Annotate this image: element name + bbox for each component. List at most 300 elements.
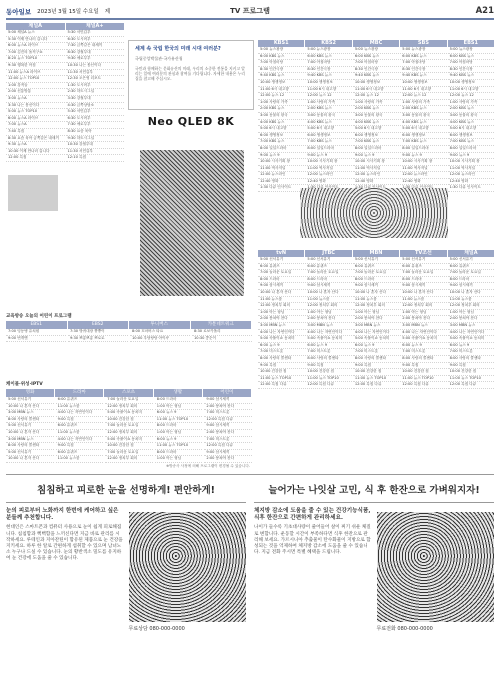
schedule-line: 3:00 동물의 왕국 xyxy=(400,113,446,120)
diet-ad-body: 나이가 들수록 기초대사량이 줄어들어 살이 찌기 쉬운 체질로 변합니다. 운동할 시간이 부족하다면 식후 한잔으로 관리해 보세요. 가르시니아 추출물이 탄수화물이 지방으로 합성되는 것을 억제하여 체지방 감소에 도움을 줄 수 있습니다. 지금 전화 주시면 특별 혜택을 드립니다. xyxy=(254,525,371,556)
schedule-line: 6:00 생생정보 xyxy=(258,133,304,140)
iptv-program-line: 9:00 삼시세끼 xyxy=(204,397,252,404)
channel-column xyxy=(353,47,399,192)
schedule-line: 10:00 시사기획 창 xyxy=(258,159,304,166)
channel-column xyxy=(305,47,351,192)
schedule-line: 6:00 생생정보 xyxy=(305,133,351,140)
schedule-line: 11:00 뉴스룸 xyxy=(258,297,304,304)
schedule-line: 11:00 뉴스룸 xyxy=(400,297,446,304)
schedule-line: 12:00 뉴스 12 xyxy=(448,93,494,100)
right-top-headers xyxy=(258,40,494,47)
iptv-program-line: 10:00 건강한 집 xyxy=(105,417,153,424)
schedule-line: 7:00 김진의 돌직구쇼 xyxy=(6,50,65,57)
schedule-line: 11:00 6시 내고향 xyxy=(400,87,446,94)
schedule-line: 12:00 정치부 회의 xyxy=(305,303,351,310)
schedule-line: 7:00 놀라운 토요일 xyxy=(305,270,351,277)
schedule-line: 10:00 나 혼자 산다 xyxy=(400,290,446,297)
schedule-line: 8:00 일일드라마 xyxy=(448,146,494,153)
schedule-line: 9:00 특집 xyxy=(258,363,304,370)
schedule-line: 12:00 뉴스 12 xyxy=(400,93,446,100)
schedule-line: 9:00 삼시세끼 xyxy=(353,283,399,290)
schedule-line: 2:00 KBS 뉴스 xyxy=(400,106,446,113)
schedule-line: 12:00 특집 다큐 xyxy=(448,382,494,389)
schedule-line: 2:00 뭉쳐야 찬다 xyxy=(258,316,304,323)
schedule-line: 9:00 뉴스 9 xyxy=(353,153,399,160)
diet-ad-image xyxy=(377,512,495,622)
schedule-line: 11:00 뉴스 TOP10 xyxy=(258,376,304,383)
schedule-line: 6:30 도시어부 xyxy=(66,37,125,44)
schedule-line: 7:00 KBS 뉴스 xyxy=(258,139,304,146)
schedule-line: 10:30 강철부대 xyxy=(66,142,125,149)
schedule-line: 4:00 나는 자연인이다 xyxy=(400,330,446,337)
channel-column xyxy=(448,47,494,192)
schedule-line: 12:00 뉴스 12 xyxy=(305,93,351,100)
product-name: Neo QLED 8K xyxy=(147,115,235,128)
schedule-line: 10:00 생생정보 xyxy=(400,80,446,87)
channel-header: JTBC xyxy=(305,250,351,257)
section-tab: EBS2 xyxy=(68,321,130,329)
schedule-line: 1:00 아는 형님 xyxy=(400,310,446,317)
schedule-line: 7:00 KBS 뉴스 xyxy=(400,139,446,146)
eye-ad-title: 침침하고 피로한 눈을 선명하게! 편안하게! xyxy=(6,478,246,503)
schedule-line: 12:00 뉴스 TOP10 xyxy=(6,76,65,83)
schedule-line: 9:40 KBS 뉴스 xyxy=(353,73,399,80)
schedule-line: 11:30 서민갑부 xyxy=(66,149,125,156)
schedule-line: 1:00 사랑의 가족 xyxy=(305,100,351,107)
schedule-line: 1:00 사랑의 가족 xyxy=(258,100,304,107)
schedule-line: 10:00 시사기획 창 xyxy=(400,159,446,166)
iptv-program-line: 6:00 유퀴즈 xyxy=(56,450,104,457)
channel-header: SBS xyxy=(400,40,446,47)
schedule-line: 5:00 신서유기 xyxy=(400,257,446,264)
schedule-line: 6:00 유퀴즈 xyxy=(353,264,399,271)
schedule-line: 8:00 드라마 xyxy=(400,277,446,284)
kids-program-line: 7:30 방귀대장 뿡뿡이 xyxy=(68,329,128,336)
schedule-line: 1:00 강적들 xyxy=(6,83,65,90)
issue-date: 2023년 3월 15일 수요일 xyxy=(37,9,99,15)
channel-header: 채널A xyxy=(448,250,494,257)
kids-cells xyxy=(6,329,252,342)
notice-org: 국립중앙박물관·국가유산청 xyxy=(135,56,183,61)
iptv-program-line: 12:00 정치부 회의 xyxy=(105,430,153,437)
iptv-cells xyxy=(6,397,252,463)
channel-header: TV조선 xyxy=(400,250,446,257)
schedule-line: 5:00 뉴스 TOP10 xyxy=(6,109,65,116)
schedule-line: 7:00 미스트롯 xyxy=(258,349,304,356)
schedule-line: 8:00 드라마 xyxy=(353,277,399,284)
schedule-line: 5:00 뉴스광장 xyxy=(305,47,351,54)
section-tab: 카툰네트워크 xyxy=(191,321,253,329)
schedule-line: 6:30 도시어부 xyxy=(66,116,125,123)
schedule-line: 1:00 아는 형님 xyxy=(258,310,304,317)
iptv-program-line: 7:00 놀라운 토요일 xyxy=(105,423,153,430)
schedule-line: 5:00 6시 내고향 xyxy=(258,126,304,133)
diet-ad-lead: 체지방 감소에 도움을 줄 수 있는 건강기능식품, 식후 한잔으로 간편하게 관리하세요. xyxy=(254,508,371,522)
schedule-line: 8:30 인간극장 xyxy=(448,67,494,74)
channel-column xyxy=(305,257,351,389)
schedule-line: 8:30 인간극장 xyxy=(400,67,446,74)
schedule-line: 8:30 요즘 육아 금쪽같은 내새끼 xyxy=(6,136,65,143)
schedule-line: 5:30 이제 만나러 갑니다 xyxy=(6,37,65,44)
iptv-program-line: 11:00 뉴스룸 xyxy=(56,456,104,463)
iptv-program-line: 7:00 놀라운 토요일 xyxy=(105,450,153,457)
schedule-line: 11:00 뉴스룸 xyxy=(448,297,494,304)
channel-column-2 xyxy=(66,30,125,162)
schedule-line: 8:20 뉴스 TOP10 xyxy=(6,56,65,63)
iptv-program-line: 5:00 신서유기 xyxy=(6,450,54,457)
schedule-note: ※방송사 사정에 의해 프로그램이 변경될 수 있습니다. xyxy=(166,464,250,468)
iptv-program-line: 7:00 미스트롯 xyxy=(204,437,252,444)
schedule-line: 7:00 KBS 뉴스 xyxy=(448,139,494,146)
schedule-line: 12:00 특집 다큐 xyxy=(305,382,351,389)
iptv-program-line: 3:00 MBN 뉴스 xyxy=(6,437,54,444)
schedule-line: 6:00 KBS 뉴스 xyxy=(400,54,446,61)
schedule-line: 8:00 사랑의 콜센타 xyxy=(448,356,494,363)
schedule-line: 12:10 특집 xyxy=(66,155,125,162)
schedule-line: 5:00 신서유기 xyxy=(258,257,304,264)
iptv-program-line: 9:00 삼시세끼 xyxy=(204,450,252,457)
eye-care-ad xyxy=(6,478,246,686)
schedule-line: 8:00 사랑의 콜센타 xyxy=(305,356,351,363)
schedule-line: 5:00 속풀이쇼 동치미 xyxy=(448,336,494,343)
schedule-line: 12:40 영화 xyxy=(305,179,351,186)
schedule-line: 3:30 강철부대 xyxy=(66,96,125,103)
schedule-line: 4:00 KBS 뉴스 xyxy=(258,120,304,127)
channel-header: KBS2 xyxy=(305,40,351,47)
schedule-line: 12:00 뉴스라인 xyxy=(353,172,399,179)
page-number: A21 xyxy=(475,6,494,16)
section-title: TV 프로그램 xyxy=(230,7,270,15)
right-top-columns xyxy=(258,47,494,192)
iptv-program-line: 7:00 미스트롯 xyxy=(204,410,252,417)
iptv-program-line: 11:00 뉴스룸 xyxy=(56,430,104,437)
schedule-line: 7:00 아침마당 xyxy=(400,60,446,67)
schedule-line: 12:30 오은영 리포트 xyxy=(66,76,125,83)
schedule-line: 3:00 동물의 왕국 xyxy=(258,113,304,120)
iptv-program-line: 6:00 뉴스 9 xyxy=(155,410,203,417)
schedule-line: 4:00 KBS 뉴스 xyxy=(400,120,446,127)
schedule-line: 9:40 KBS 뉴스 xyxy=(448,73,494,80)
eye-ad-lead: 눈의 피로부터 노화까지 한번에 케어하고 싶은 분들께 추천합니다. xyxy=(6,508,119,522)
schedule-line: 12:00 특집 다큐 xyxy=(400,382,446,389)
schedule-line: 6:00 뉴스A 라이브 xyxy=(6,116,65,123)
iptv-program-line: 12:00 특집 다큐 xyxy=(204,443,252,450)
schedule-line: 11:00 뉴스 TOP10 xyxy=(353,376,399,383)
schedule-line: 1:00 아는 형님 xyxy=(353,310,399,317)
schedule-line: 6:00 뉴스A 라이브 xyxy=(6,43,65,50)
iptv-program-line: 1:00 아는 형님 xyxy=(155,404,203,411)
schedule-line: 5:00 속풀이쇼 동치미 xyxy=(305,336,351,343)
schedule-line: 5:00 신서유기 xyxy=(448,257,494,264)
schedule-line: 8:00 사랑의 콜센타 xyxy=(258,356,304,363)
iptv-program-line: 8:00 사랑의 콜센타 xyxy=(6,417,54,424)
schedule-line: 8:00 일일드라마 xyxy=(400,146,446,153)
schedule-line: 3:30 나는 몸신이다 xyxy=(6,103,65,110)
schedule-line: 2:00 뭉쳐야 찬다 xyxy=(400,316,446,323)
schedule-line: 7:00 아침마당 xyxy=(448,60,494,67)
iptv-title: 케이블·위성·IPTV xyxy=(6,382,43,387)
notice-title: 세계 속 국립 한국의 미래 시대 여러분? xyxy=(135,46,221,52)
schedule-line: 11:00 역사저널 xyxy=(448,166,494,173)
schedule-line: 9:00 뉴스 9 xyxy=(400,153,446,160)
channel-column xyxy=(448,257,494,389)
iptv-program-line: 12:00 정치부 회의 xyxy=(105,456,153,463)
schedule-line: 12:40 영화 xyxy=(400,179,446,186)
schedule-line: 6:00 뉴스 9 xyxy=(400,343,446,350)
schedule-line: 8:00 드라마 xyxy=(305,277,351,284)
eye-ad-image xyxy=(129,512,247,622)
right-bottom-columns xyxy=(258,257,494,389)
schedule-line: 1:30 도시어부 xyxy=(66,83,125,90)
schedule-line: 6:00 뉴스 9 xyxy=(305,343,351,350)
schedule-line: 5:00 뉴스광장 xyxy=(353,47,399,54)
schedule-line: 10:00 나 혼자 산다 xyxy=(353,290,399,297)
schedule-line: 3:00 동물의 왕국 xyxy=(305,113,351,120)
schedule-line: 11:00 뉴스 TOP10 xyxy=(400,376,446,383)
schedule-line: 3:00 MBN 뉴스 xyxy=(448,323,494,330)
schedule-line: 1:30 다큐 인사이트 xyxy=(448,185,494,192)
iptv-program-line: 6:00 유퀴즈 xyxy=(56,397,104,404)
schedule-line: 8:30 강철부대 xyxy=(66,50,125,57)
edition: 제 xyxy=(104,9,111,15)
schedule-line: 12:00 뉴스라인 xyxy=(448,172,494,179)
channel-column xyxy=(258,257,304,389)
schedule-line: 7:00 미스트롯 xyxy=(305,349,351,356)
schedule-line: 11:30 서민갑부 xyxy=(66,70,125,77)
schedule-line: 10:00 시사기획 창 xyxy=(305,159,351,166)
schedule-line: 3:00 동물의 왕국 xyxy=(353,113,399,120)
iptv-program-line: 6:00 유퀴즈 xyxy=(56,423,104,430)
schedule-line: 1:00 아는 형님 xyxy=(305,310,351,317)
schedule-line: 7:00 아침마당 xyxy=(305,60,351,67)
schedule-line: 12:00 뉴스라인 xyxy=(258,172,304,179)
schedule-line: 9:30 하트시그널 xyxy=(66,136,125,143)
schedule-line: 7:00 놀라운 토요일 xyxy=(353,270,399,277)
schedule-line: 9:40 KBS 뉴스 xyxy=(400,73,446,80)
schedule-line: 12:00 특집 다큐 xyxy=(353,382,399,389)
schedule-line: 10:00 건강한 집 xyxy=(258,369,304,376)
iptv-program-line: 2:00 뭉쳐야 찬다 xyxy=(204,456,252,463)
schedule-line: 10:00 나 혼자 산다 xyxy=(305,290,351,297)
schedule-line: 5:00 채널A 뉴스 xyxy=(6,30,65,37)
schedule-line: 12:00 정치부 회의 xyxy=(448,303,494,310)
schedule-line: 5:30 서민갑부 xyxy=(66,109,125,116)
paper-logo: 동아일보 xyxy=(6,7,32,16)
schedule-line: 6:00 뉴스 9 xyxy=(353,343,399,350)
schedule-line: 11:00 6시 내고향 xyxy=(305,87,351,94)
schedule-line: 12:40 영화 xyxy=(258,179,304,186)
kids-program-line: 9:00 번개맨 xyxy=(6,336,66,343)
channel-column-1 xyxy=(6,30,65,162)
schedule-line: 5:00 속풀이쇼 동치미 xyxy=(400,336,446,343)
section-tab: EBS1 xyxy=(6,321,68,329)
schedule-line: 9:40 KBS 뉴스 xyxy=(258,73,304,80)
schedule-line: 10:30 이제 만나러 갑니다 xyxy=(6,149,65,156)
schedule-line: 4:00 나는 자연인이다 xyxy=(258,330,304,337)
iptv-program-line: 2:00 뭉쳐야 찬다 xyxy=(204,404,252,411)
schedule-line: 12:00 정치부 회의 xyxy=(258,303,304,310)
schedule-line: 9:00 특집 xyxy=(448,363,494,370)
schedule-line: 11:00 역사저널 xyxy=(305,166,351,173)
schedule-line: 7:30 금쪽같은 내새끼 xyxy=(66,43,125,50)
iptv-program-line: 12:00 정치부 회의 xyxy=(105,404,153,411)
schedule-line: 12:40 영화 xyxy=(353,179,399,186)
schedule-line: 3:00 MBN 뉴스 xyxy=(258,323,304,330)
schedule-line: 5:00 신서유기 xyxy=(305,257,351,264)
schedule-line: 7:00 미스트롯 xyxy=(448,349,494,356)
schedule-line: 2:00 KBS 뉴스 xyxy=(305,106,351,113)
iptv-program-line: 10:00 나 혼자 산다 xyxy=(6,430,54,437)
kids-program-line: 8:00 꼬마버스 타요 xyxy=(130,329,190,336)
schedule-line: 7:00 KBS 뉴스 xyxy=(305,139,351,146)
iptv-program-line: 9:00 특집 xyxy=(56,417,104,424)
diet-ad xyxy=(254,478,494,686)
schedule-line: 6:00 KBS 뉴스 xyxy=(305,54,351,61)
schedule-line: 7:00 놀라운 토요일 xyxy=(258,270,304,277)
schedule-line: 9:30 뉴스A xyxy=(6,142,65,149)
iptv-program-line: 10:00 나 혼자 산다 xyxy=(6,404,54,411)
schedule-line: 7:00 미스트롯 xyxy=(400,349,446,356)
schedule-line: 7:00 KBS 뉴스 xyxy=(353,139,399,146)
schedule-line: 1:00 사랑의 가족 xyxy=(353,100,399,107)
schedule-line: 9:00 뉴스 9 xyxy=(305,153,351,160)
schedule-line: 8:00 드라마 xyxy=(448,277,494,284)
schedule-line: 1:30 다큐 인사이트 xyxy=(258,185,304,192)
kids-program-line: 10:30 콩순이 xyxy=(192,336,252,343)
iptv-program-line: 10:00 나 혼자 산다 xyxy=(6,456,54,463)
schedule-line: 6:00 KBS 뉴스 xyxy=(448,54,494,61)
schedule-line: 8:30 인간극장 xyxy=(258,67,304,74)
schedule-line: 12:00 정치부 회의 xyxy=(353,303,399,310)
channel-header: EBS1 xyxy=(448,40,494,47)
schedule-line: 12:00 뉴스 12 xyxy=(353,93,399,100)
schedule-line: 9:00 특집 xyxy=(400,363,446,370)
schedule-line: 6:00 유퀴즈 xyxy=(258,264,304,271)
schedule-line: 4:00 KBS 뉴스 xyxy=(353,120,399,127)
public-notice-ad xyxy=(128,40,254,110)
schedule-line: 2:00 신통방통 xyxy=(6,89,65,96)
iptv-program-line: 8:00 드라마 xyxy=(155,423,203,430)
program-photo xyxy=(8,175,58,211)
kids-program-line: 8:30 로보카폴리 xyxy=(192,329,252,336)
iptv-program-line: 8:00 드라마 xyxy=(155,450,203,457)
schedule-line: 1:00 사랑의 가족 xyxy=(400,100,446,107)
schedule-line: 6:00 생생정보 xyxy=(448,133,494,140)
schedule-line: 7:00 뉴스A xyxy=(6,122,65,129)
schedule-line: 5:00 속풀이쇼 동치미 xyxy=(353,336,399,343)
schedule-line: 3:00 MBN 뉴스 xyxy=(400,323,446,330)
iptv-program-line: 9:00 특집 xyxy=(56,443,104,450)
schedule-line: 12:00 뉴스라인 xyxy=(305,172,351,179)
schedule-line: 2:30 하트시그널 xyxy=(66,89,125,96)
schedule-line: 4:00 KBS 뉴스 xyxy=(448,120,494,127)
schedule-line: 2:00 뭉쳐야 찬다 xyxy=(448,316,494,323)
channel-column xyxy=(353,257,399,389)
schedule-line: 11:00 역사저널 xyxy=(400,166,446,173)
section-tab: 투니버스 xyxy=(129,321,191,329)
schedule-line: 2:00 KBS 뉴스 xyxy=(258,106,304,113)
iptv-program-line: 5:00 신서유기 xyxy=(6,397,54,404)
schedule-line: 7:00 아침마당 xyxy=(258,60,304,67)
iptv-program-line: 11:00 뉴스 TOP10 xyxy=(155,417,203,424)
schedule-line: 6:00 뉴스 9 xyxy=(258,343,304,350)
kids-program-line: 9:30 뽀롱뽀롱 뽀로로 xyxy=(68,336,128,343)
schedule-line: 10:00 시사기획 창 xyxy=(353,159,399,166)
right-top-channel-grid xyxy=(258,40,494,190)
schedule-line: 1:00 아는 형님 xyxy=(448,310,494,317)
section-tab: 생활 xyxy=(154,389,203,397)
diet-ad-title: 늘어가는 나잇살 고민, 식 후 한잔으로 가벼워지자! xyxy=(254,478,494,503)
schedule-line: 9:30 애로부부 xyxy=(66,56,125,63)
schedule-line: 10:00 시사기획 창 xyxy=(448,159,494,166)
schedule-line: 6:00 KBS 뉴스 xyxy=(258,54,304,61)
kids-program-line: 7:00 딩동댕 유치원 xyxy=(6,329,66,336)
iptv-program-line: 8:00 사랑의 콜센타 xyxy=(6,443,54,450)
schedule-line: 9:00 삼시세끼 xyxy=(400,283,446,290)
schedule-line: 9:00 삼시세끼 xyxy=(258,283,304,290)
channel-column xyxy=(400,47,446,192)
left-channel-grid xyxy=(6,23,124,309)
schedule-line: 9:00 특집 xyxy=(305,363,351,370)
schedule-line: 6:00 KBS 뉴스 xyxy=(353,54,399,61)
schedule-line: 9:00 삼시세끼 xyxy=(305,283,351,290)
notice-body: 국민과 함께하는 문화유산의 미래, 우리의 소중한 전통을 지키고 알리는 일에 여러분의 관심과 참여를 기다립니다. 자세한 내용은 누리집을 참고해 주십시오. xyxy=(135,66,245,81)
schedule-line: 7:30 애로부부 xyxy=(66,122,125,129)
schedule-line: 9:00 삼시세끼 xyxy=(448,283,494,290)
iptv-program-line: 6:00 뉴스 9 xyxy=(155,437,203,444)
schedule-line: 8:30 요즘 육아 xyxy=(66,129,125,136)
channel-column xyxy=(258,47,304,192)
schedule-line: 12:00 뉴스라인 xyxy=(400,172,446,179)
schedule-line: 11:00 역사저널 xyxy=(258,166,304,173)
eye-ad-body: 현대인은 스마트폰과 컴퓨터 사용으로 눈이 쉽게 피로해집니다. 침침함과 뻑뻑함을 느끼신다면 지금 바로 관리를 시작하세요. 루테인과 지아잔틴이 함유된 제품으로 눈 건강을 지키세요. 하루 한 알로 간편하게 섭취할 수 있으며 남녀노소 누구나 드실 수 있습니다. 눈의 황반색소 밀도를 유지하여 눈 건강에 도움을 줄 수 있습니다. xyxy=(6,525,123,562)
schedule-line: 1:00 사랑의 가족 xyxy=(448,100,494,107)
schedule-line: 7:00 놀라운 토요일 xyxy=(400,270,446,277)
iptv-program-line: 4:00 나는 자연인이다 xyxy=(56,437,104,444)
schedule-line: 7:00 미스트롯 xyxy=(353,349,399,356)
schedule-line: 8:00 사랑의 콜센타 xyxy=(353,356,399,363)
iptv-program-line: 7:00 놀라운 토요일 xyxy=(105,397,153,404)
schedule-line: 10:00 건강한 집 xyxy=(353,369,399,376)
schedule-line: 9:40 KBS 뉴스 xyxy=(305,73,351,80)
iptv-program-line: 10:00 건강한 집 xyxy=(105,443,153,450)
schedule-line: 10:00 나 혼자 산다 xyxy=(258,290,304,297)
iptv-programs xyxy=(6,381,252,469)
schedule-line: 11:00 6시 내고향 xyxy=(353,87,399,94)
channel-header: tvN xyxy=(258,250,304,257)
schedule-line: 7:40 특집 xyxy=(6,129,65,136)
iptv-program-line: 2:00 뭉쳐야 찬다 xyxy=(204,430,252,437)
masthead xyxy=(6,4,494,20)
schedule-line: 7:00 아침마당 xyxy=(353,60,399,67)
channel-header: KBS1 xyxy=(258,40,304,47)
iptv-program-line: 8:00 드라마 xyxy=(155,397,203,404)
channel-column xyxy=(400,257,446,389)
schedule-line: 10:30 나는 몸신이다 xyxy=(66,63,125,70)
schedule-line: 11:00 뉴스룸 xyxy=(353,297,399,304)
right-bottom-headers xyxy=(258,250,494,257)
schedule-line: 4:00 나는 자연인이다 xyxy=(305,330,351,337)
kids-programs xyxy=(6,313,252,375)
tv-ad-poster xyxy=(140,150,244,296)
schedule-line: 5:00 뉴스광장 xyxy=(400,47,446,54)
schedule-line: 8:00 일일드라마 xyxy=(258,146,304,153)
iptv-program-line: 4:00 나는 자연인이다 xyxy=(56,410,104,417)
iptv-program-line: 11:00 뉴스룸 xyxy=(56,404,104,411)
schedule-line: 3:00 뉴스A xyxy=(6,96,65,103)
schedule-line: 3:00 동물의 왕국 xyxy=(448,113,494,120)
schedule-line: 3:00 MBN 뉴스 xyxy=(305,323,351,330)
